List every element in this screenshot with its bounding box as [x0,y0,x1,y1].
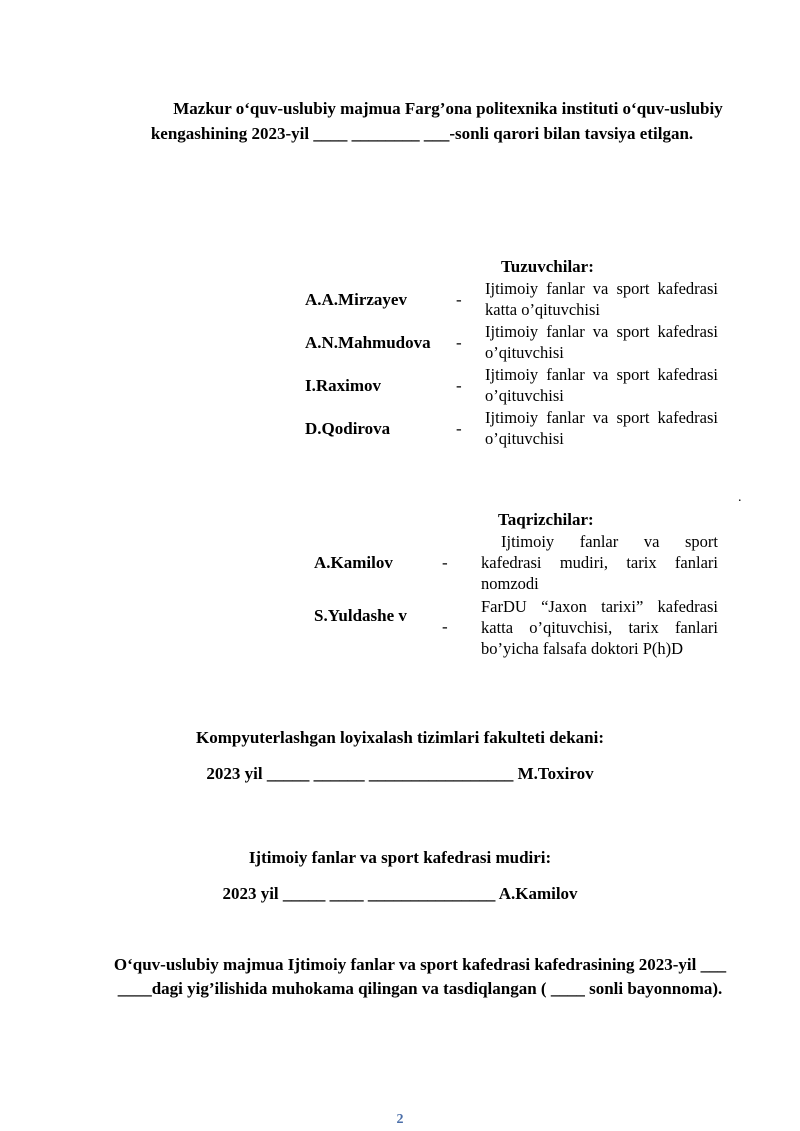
author-role-1: Ijtimoiy fanlar va sport kafedrasi katta o’qituvchisi [485,279,718,319]
dean-title: Kompyuterlashgan loyixalash tizimlari fakulteti dekani: [195,728,605,747]
head-signature-line: 2023 yil _____ ____ _______________ A.Kamilov [222,884,578,903]
authors-title: Tuzuvchilar: [501,257,594,276]
author-role-2: Ijtimoiy fanlar va sport kafedrasi o’qituvchisi [485,322,718,362]
author-dash-1: - [456,290,462,309]
author-name-3: I.Raximov [305,376,382,395]
author-dash-2: - [456,333,462,352]
author-role-3: Ijtimoiy fanlar va sport kafedrasi o’qituvchisi [485,365,718,405]
head-title: Ijtimoiy fanlar va sport kafedrasi mudiri: [248,848,552,867]
intro-paragraph: Mazkur o‘quv-uslubiy majmua Farg’ona politexnika instituti o‘quv-uslubiy kengashining 2023-yil ____ ________ ___-sonli qarori bilan tavsiya etilgan. [150,99,723,143]
author-name-2: A.N.Mahmudova [305,333,431,352]
page-number: 2 [396,1112,404,1127]
author-dash-4: - [456,419,462,438]
dean-signature-line: 2023 yil _____ ______ _________________ M.Toxirov [206,764,594,783]
reviewer-name-1: A.Kamilov [314,553,393,572]
author-dash-3: - [456,376,462,395]
reviewer-dash-2: - [442,617,448,636]
approval-paragraph: O‘quv-uslubiy majmua Ijtimoiy fanlar va sport kafedrasi kafedrasining 2023-yil ___ ____dagi yig’ilishida muhokama qilingan va tasdiqlangan ( ____ sonli bayonnoma). [113,955,727,998]
reviewer-role-2: FarDU “Jaxon tarixi” kafedrasi katta o’qituvchisi, tarix fanlari bo’yicha falsafa doktori P(h)D [481,597,718,658]
author-role-4: Ijtimoiy fanlar va sport kafedrasi o’qituvchisi [485,408,718,448]
author-name-4: D.Qodirova [305,419,391,438]
reviewer-dash-1: - [442,553,448,572]
reviewer-name-2: S.Yuldashe v [314,606,407,625]
reviewer-role-1: Ijtimoiy fanlar va sport kafedrasi mudiri, tarix fanlari nomzodi [481,532,718,593]
author-name-1: A.A.Mirzayev [305,290,407,309]
stray-dot: . [738,490,742,505]
reviewers-title: Taqrizchilar: [498,510,594,529]
